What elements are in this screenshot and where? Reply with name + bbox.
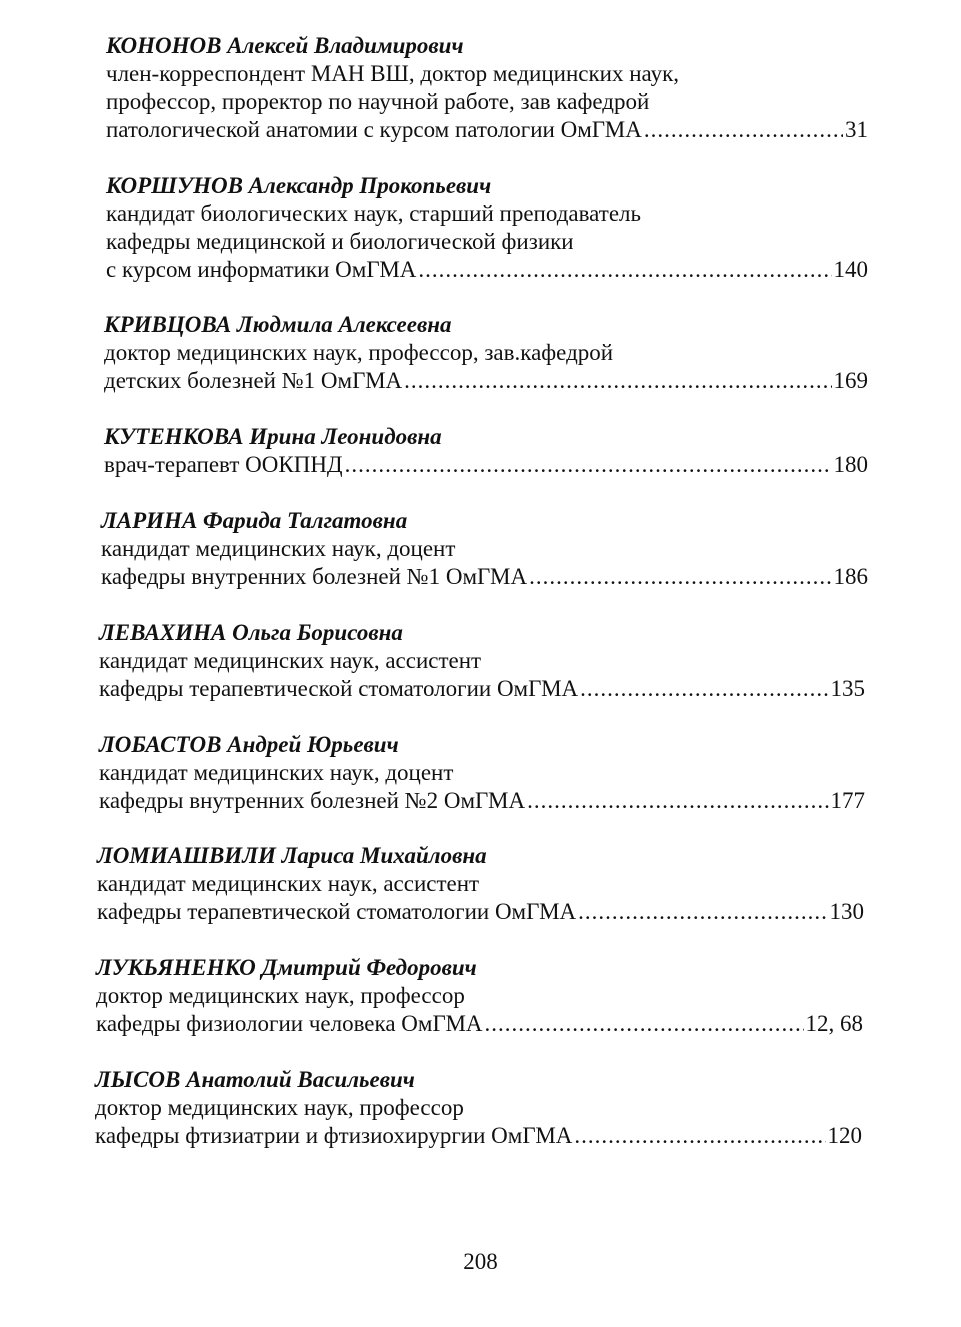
description-line: кафедры медицинской и биологической физики — [106, 229, 574, 254]
description-line: патологической анатомии с курсом патологии ОмГМА — [106, 117, 642, 142]
page-reference: 140 — [833, 257, 868, 282]
person-name: ЛОБАСТОВ Андрей Юрьевич — [99, 732, 399, 757]
page-reference: 135 — [830, 676, 865, 701]
description-line: член-корреспондент МАН ВШ, доктор медицинских наук, — [106, 61, 680, 86]
dot-leader — [418, 256, 831, 284]
entry-reference-line — [95, 1122, 862, 1150]
page-reference: 180 — [833, 452, 868, 477]
page-number: 208 — [463, 1249, 498, 1274]
person-name: ЛОМИАШВИЛИ Лариса Михайловна — [97, 843, 487, 868]
person-name: КУТЕНКОВА Ирина Леонидовна — [104, 424, 442, 449]
description-line: кандидат медицинских наук, ассистент — [97, 871, 480, 896]
page-reference: 169 — [833, 368, 868, 393]
description-line: кафедры внутренних болезней №1 ОмГМА — [101, 564, 528, 589]
description-line: кандидат биологических наук, старший преподаватель — [106, 201, 642, 226]
person-name: КОНОНОВ Алексей Владимирович — [106, 33, 464, 58]
page-reference: 130 — [829, 899, 864, 924]
dot-leader — [580, 675, 828, 703]
description-line: кафедры внутренних болезней №2 ОмГМА — [99, 788, 526, 813]
entry-reference-line — [101, 563, 868, 591]
page-reference: 186 — [833, 564, 868, 589]
entry-reference-line — [99, 787, 865, 815]
person-name: ЛЕВАХИНА Ольга Борисовна — [99, 620, 403, 645]
index-entry — [99, 619, 865, 703]
description-line: с курсом информатики ОмГМА — [106, 257, 417, 282]
entry-reference-line — [96, 1010, 863, 1038]
description-line: доктор медицинских наук, профессор — [96, 983, 465, 1008]
page-reference: 177 — [830, 788, 865, 813]
description-line: доктор медицинских наук, профессор, зав.кафедрой — [104, 340, 614, 365]
person-name: КОРШУНОВ Александр Прокопьевич — [106, 173, 492, 198]
dot-leader — [644, 116, 843, 144]
index-entry — [96, 954, 863, 1038]
index-entry — [104, 423, 868, 479]
description-line: доктор медицинских наук, профессор — [95, 1095, 464, 1120]
person-name: ЛЫСОВ Анатолий Васильевич — [95, 1067, 415, 1092]
description-line: профессор, проректор по научной работе, зав кафедрой — [106, 89, 650, 114]
entry-reference-line — [99, 675, 865, 703]
person-name: ЛУКЬЯНЕНКО Дмитрий Федорович — [96, 955, 477, 980]
description-line: кафедры терапевтической стоматологии ОмГМА — [97, 899, 577, 924]
person-name: ЛАРИНА Фарида Талгатовна — [101, 508, 408, 533]
index-entry — [97, 842, 864, 926]
description-line: кафедры физиологии человека ОмГМА — [96, 1011, 483, 1036]
entry-reference-line — [106, 256, 868, 284]
dot-leader — [529, 563, 831, 591]
entry-reference-line — [104, 367, 868, 395]
index-entry — [106, 172, 868, 284]
description-line: кафедры терапевтической стоматологии ОмГМА — [99, 676, 579, 701]
page-reference: 31 — [845, 117, 868, 142]
description-line: кандидат медицинских наук, доцент — [101, 536, 456, 561]
dot-leader — [345, 451, 832, 479]
index-entry — [95, 1066, 862, 1150]
person-name: КРИВЦОВА Людмила Алексеевна — [104, 312, 452, 337]
dot-leader — [527, 787, 828, 815]
entry-reference-line — [104, 451, 868, 479]
dot-leader — [574, 1122, 825, 1150]
description-line: детских болезней №1 ОмГМА — [104, 368, 403, 393]
index-entry — [106, 32, 868, 144]
description-line: кандидат медицинских наук, доцент — [99, 760, 454, 785]
dot-leader — [485, 1010, 804, 1038]
description-line: кафедры фтизиатрии и фтизиохирургии ОмГМА — [95, 1123, 573, 1148]
description-line: врач-терапевт ООКПНД — [104, 452, 343, 477]
page-reference: 120 — [827, 1123, 862, 1148]
index-entry — [101, 507, 868, 591]
entry-reference-line — [97, 898, 864, 926]
dot-leader — [578, 898, 827, 926]
index-entry — [99, 731, 865, 815]
entry-reference-line — [106, 116, 868, 144]
dot-leader — [404, 367, 831, 395]
page-reference: 12, 68 — [805, 1011, 863, 1036]
index-entry — [104, 311, 868, 395]
description-line: кандидат медицинских наук, ассистент — [99, 648, 482, 673]
